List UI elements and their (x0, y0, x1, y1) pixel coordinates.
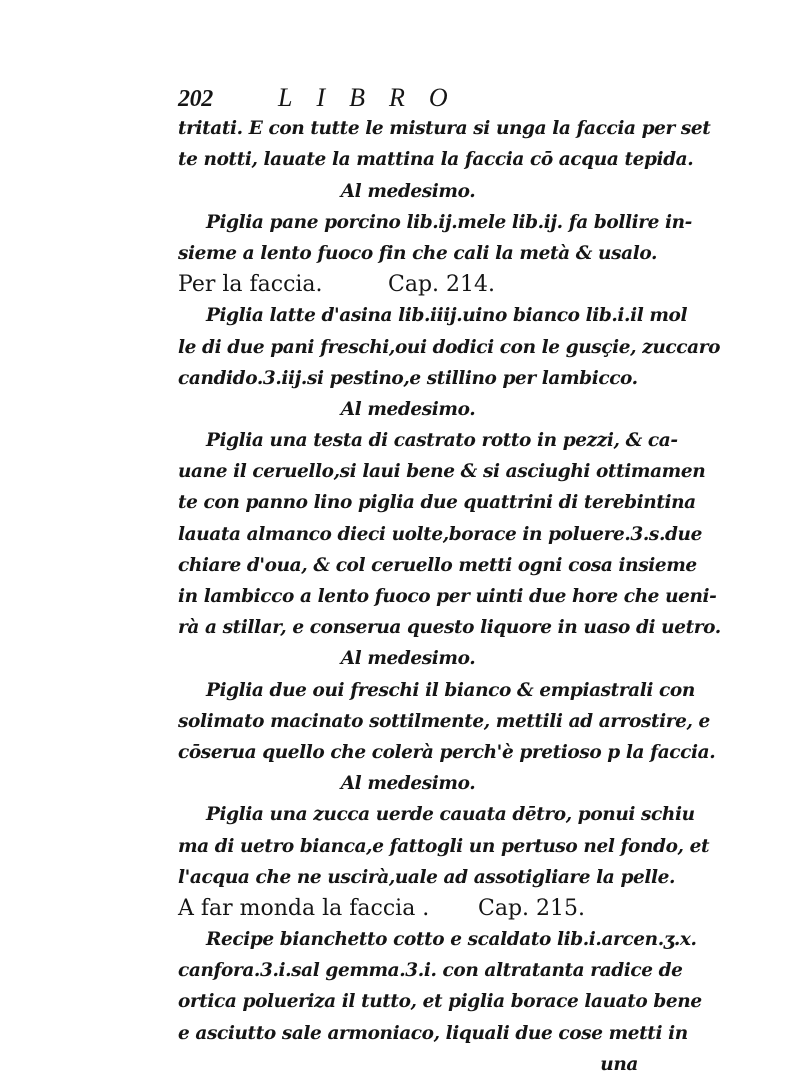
text-line: sieme a lento fuoco fin che cali la metà & usalo. (178, 242, 657, 264)
text-line: Recipe bianchetto cotto e scaldato lib.i.arcen.ʒ.x. (206, 929, 697, 951)
text-line: Piglia pane porcino lib.ij.mele lib.ij. fa bollire in- (206, 211, 692, 233)
text-line: canfora.3.i.sal gemma.3.i. con altratanta radice de (178, 960, 683, 982)
chapter-number: Cap. 215. (478, 895, 586, 921)
text-line: Piglia latte d'asina lib.iiij.uino bianco lib.i.il mol (206, 305, 688, 327)
chapter-title: A far monda la faccia . (178, 895, 430, 921)
text-line: te con panno lino piglia due quattrini di terebintina (178, 492, 696, 514)
section-heading: Al medesimo. (340, 398, 476, 420)
chapter-heading (178, 893, 638, 924)
text-line: chiare d'oua, & col ceruello metti ogni cosa insieme (178, 554, 697, 576)
section-heading: Al medesimo. (340, 180, 476, 202)
text-line: le di due pani freschi,oui dodici con le gusçie, zuccaro (178, 336, 721, 358)
page-header (178, 82, 638, 113)
text-line: l'acqua che ne uscirà,uale ad assotigliare la pelle. (178, 866, 676, 888)
text-line: cōserua quello che colerà perch'è pretioso p la faccia. (178, 741, 716, 763)
text-block (178, 82, 721, 1080)
chapter-number: Cap. 214. (388, 272, 496, 298)
text-line: tritati. E con tutte le mistura si unga la faccia per set (178, 118, 711, 140)
page-number: 202 (178, 86, 213, 112)
text-line: Piglia due oui freschi il bianco & empiastrali con (206, 679, 695, 701)
catchword: una (600, 1053, 638, 1075)
text-line: solimato macinato sottilmente, mettili ad arrostire, e (178, 710, 710, 732)
text-line: candido.3.iij.si pestino,e stillino per lambicco. (178, 367, 638, 389)
chapter-title: Per la faccia. (178, 272, 323, 298)
text-line: in lambicco a lento fuoco per uinti due hore che ueni- (178, 586, 717, 607)
text-line: rà a stillar, e conserua questo liquore in uaso di uetro. (178, 617, 721, 639)
section-heading: Al medesimo. (340, 773, 476, 795)
text-line: uane il ceruello,si laui bene & si asciughi ottimamen (178, 461, 706, 483)
text-line: ortica polueriza il tutto, et piglia borace lauato bene (178, 991, 702, 1013)
running-head: LIBRO (278, 83, 472, 112)
text-line: e asciutto sale armoniaco, liquali due cose metti in (178, 1022, 688, 1044)
text-line: lauata almanco dieci uolte,borace in poluere.3.s.due (178, 523, 702, 545)
text-line: te notti, lauate la mattina la faccia cō acqua tepida. (178, 149, 694, 171)
section-heading: Al medesimo. (340, 648, 476, 670)
text-line: Piglia una testa di castrato rotto in pezzi, & ca- (206, 430, 678, 452)
chapter-heading (178, 269, 638, 300)
text-line: Piglia una zucca uerde cauata dētro, ponui schiu (206, 804, 695, 826)
text-line: ma di uetro bianca,e fattogli un pertuso nel fondo, et (178, 835, 710, 857)
